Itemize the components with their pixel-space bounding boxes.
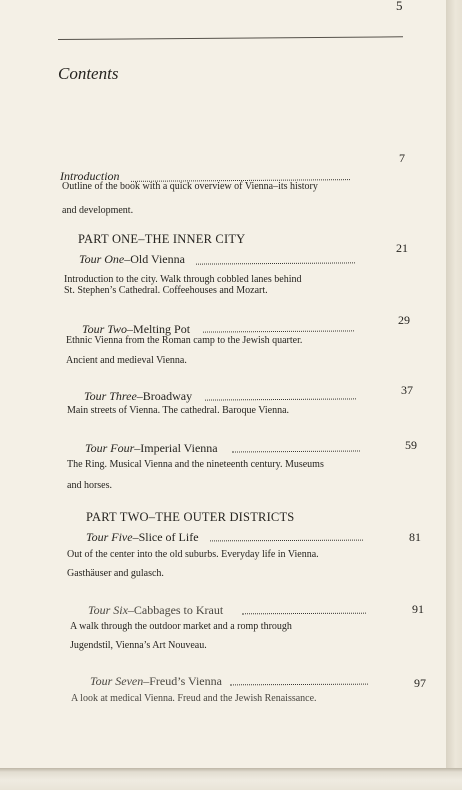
entry-tour-seven-desc-1: A look at medical Vienna. Freud and the Jewish Renaissance. [71,693,317,704]
entry-title-plain: –Broadway [136,389,193,403]
entry-title-plain: –Imperial Vienna [134,441,218,455]
page-number: 5 [396,0,403,13]
entry-tour-one-desc-1: Introduction to the city. Walk through cobbled lanes behind [64,274,302,285]
entry-tour-four-desc-2: and horses. [67,480,112,491]
entry-introduction-desc-1: Outline of the book with a quick overview of Vienna–its history [62,181,318,192]
entry-tour-one-page: 21 [396,241,408,255]
entry-tour-four-title [85,441,218,456]
entry-title-plain: –Slice of Life [132,530,199,544]
entry-tour-six-desc-2: Jugendstil, Vienna’s Art Nouveau. [70,640,207,651]
entry-title-plain: –Melting Pot [127,322,191,336]
entry-title-italic: Tour Seven [90,674,144,688]
entry-title-plain: –Old Vienna [124,252,185,266]
entry-tour-seven-title [90,674,222,689]
entry-tour-six-title [88,603,223,618]
entry-tour-seven-page: 97 [414,676,426,690]
entry-tour-five-desc-2: Gasthäuser and gulasch. [67,568,164,579]
entry-title-italic: Tour Five [86,530,133,544]
entry-tour-three-page: 37 [401,383,413,397]
entry-title-plain: –Cabbages to Kraut [127,603,224,617]
entry-tour-five-desc-1: Out of the center into the old suburbs. Everyday life in Vienna. [67,549,319,560]
entry-introduction-page: 7 [399,151,405,165]
entry-tour-four-desc-1: The Ring. Musical Vienna and the nineteenth century. Museums [67,459,324,470]
entry-tour-five-title [86,530,199,545]
entry-tour-one-title [79,252,185,267]
entry-title-plain: –Freud’s Vienna [143,674,222,688]
contents-title: Contents [58,64,119,83]
entry-title-italic: Tour Three [84,389,137,403]
entry-tour-three-desc-1: Main streets of Vienna. The cathedral. Baroque Vienna. [67,405,290,416]
entry-tour-six-page: 91 [412,602,424,616]
entry-tour-two-desc-1: Ethnic Vienna from the Roman camp to the Jewish quarter. [66,335,303,346]
entry-title-italic: Tour Two [82,322,128,336]
entry-tour-two-desc-2: Ancient and medieval Vienna. [66,355,187,366]
entry-introduction-desc-2: and development. [62,205,134,216]
entry-tour-one-desc-2: St. Stephen’s Cathedral. Coffeehouses and Mozart. [64,285,268,296]
part-two-heading: PART TWO–THE OUTER DISTRICTS [86,510,295,524]
entry-tour-four-page: 59 [405,438,417,452]
entry-tour-two-page: 29 [398,313,410,327]
entry-tour-five-page: 81 [409,530,421,544]
entry-tour-six-desc-1: A walk through the outdoor market and a romp through [70,621,292,632]
entry-title-italic: Introduction [60,169,120,183]
entry-title-italic: Tour Four [85,441,135,455]
page-edge [446,0,462,768]
entry-title-italic: Tour Six [88,603,128,617]
entry-title-italic: Tour One [79,252,125,266]
page-bottom-edge [0,768,462,790]
part-one-heading: PART ONE–THE INNER CITY [78,232,246,246]
